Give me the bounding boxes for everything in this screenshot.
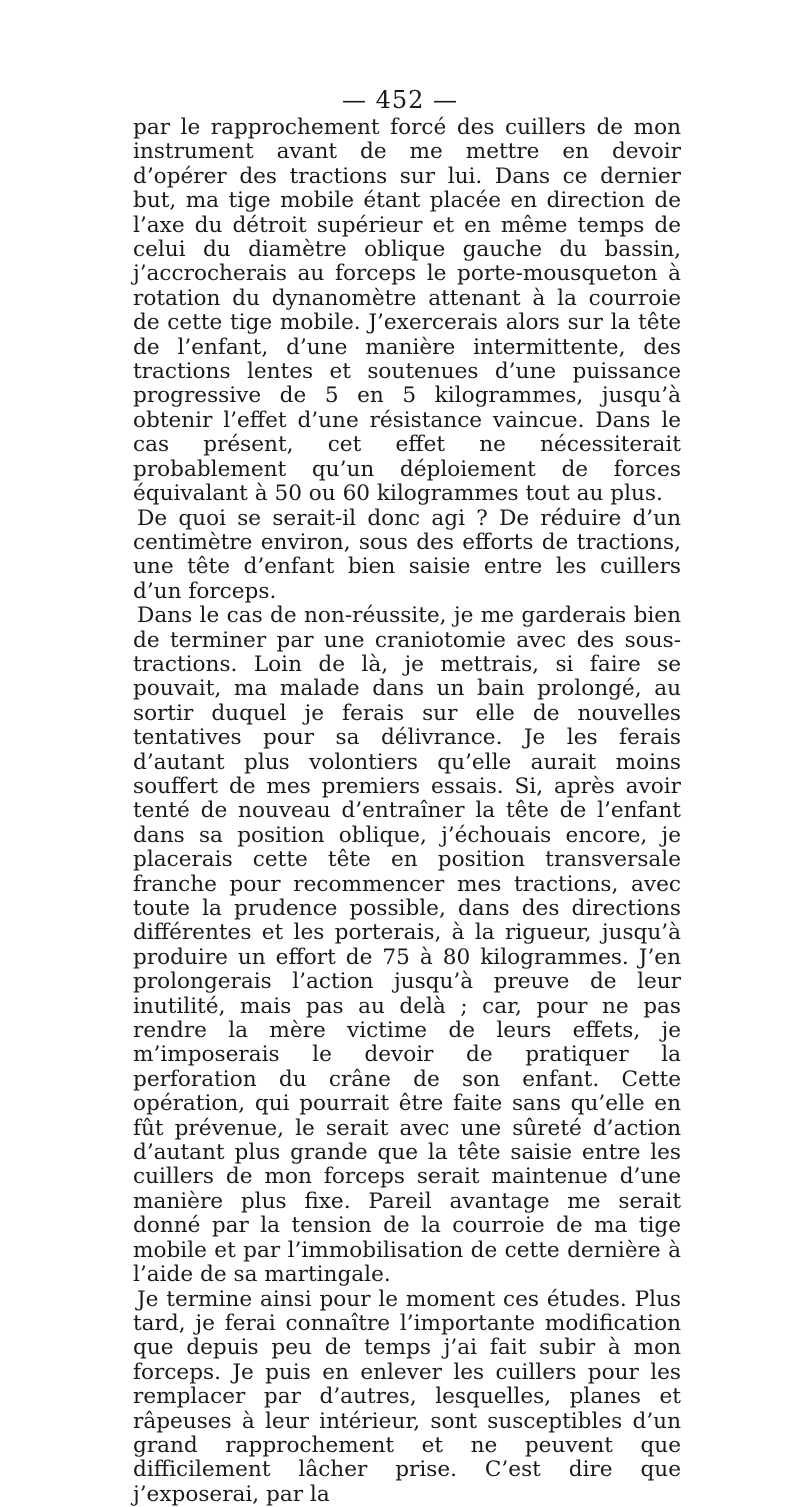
paragraph-1: par le rapprochement forcé des cuillers de mon instrument avant de me mettre en devoir d’opérer des tractions sur lui. Dans ce dernier but, ma tige mobile étant placée en direction de l’axe du détroit supérieur et en même temps de celui du diamètre oblique gauche du bassin, j’accrocherais au forceps le porte-mousqueton à rotation du dynanomètre attenant à la courroie de cette tige mobile. J’exercerais alors sur la tête de l’enfant, d’une manière intermittente, des tractions lentes et soutenues d’une puissance progressive de 5 en 5 kilogrammes, jusqu’à obtenir l’effet d’une résistance vaincue. Dans le cas présent, cet effet ne nécessiterait probablement qu’un déploiement de forces équivalant à 50 ou 60 kilogrammes tout au plus. <box>133 116 681 507</box>
paragraph-3: Dans le cas de non-réussite, je me garderais bien de terminer par une craniotomie avec des sous-tractions. Loin de là, je mettrais, si faire se pouvait, ma malade dans un bain prolongé, au sortir duquel je ferais sur elle de nouvelles tentatives pour sa délivrance. Je les ferais d’autant plus volontiers qu’elle aurait moins souffert de mes premiers essais. Si, après avoir tenté de nouveau d’entraîner la tête de l’enfant dans sa position oblique, j’échouais encore, je placerais cette tête en position transversale franche pour recommencer mes tractions, avec toute la prudence possible, dans des directions différentes et les porterais, à la rigueur, jusqu’à produire un effort de 75 à 80 kilogrammes. J’en prolongerais l’action jusqu’à preuve de leur inutilité, mais pas au delà ; car, pour ne pas rendre la mère victime de leurs effets, je m’imposerais le devoir de pratiquer la perforation du crâne de son enfant. Cette opération, qui pourrait être faite sans qu’elle en fût prévenue, le serait avec une sûreté d’action d’autant plus grande que la tête saisie entre les cuillers de mon forceps serait maintenue d’une manière plus fixe. Pareil avantage me serait donné par la tension de la courroie de ma tige mobile et par l’immobilisation de cette dernière à l’aide de sa martingale. <box>133 604 681 1287</box>
paragraph-4: Je termine ainsi pour le moment ces études. Plus tard, je ferai connaître l’importante modification que depuis peu de temps j’ai fait subir à mon forceps. Je puis en enlever les cuillers pour les remplacer par d’autres, lesquelles, planes et râpeuses à leur intérieur, sont susceptibles d’un grand rapprochement et ne peuvent que difficilement lâcher prise. C’est dire que j’exposerai, par la <box>133 1288 681 1507</box>
body-text <box>133 116 681 1507</box>
page-number-header: — 452 — <box>0 86 800 114</box>
paragraph-2: De quoi se serait-il donc agi ? De réduire d’un centimètre environ, sous des efforts de tractions, une tête d’enfant bien saisie entre les cuillers d’un forceps. <box>133 507 681 605</box>
